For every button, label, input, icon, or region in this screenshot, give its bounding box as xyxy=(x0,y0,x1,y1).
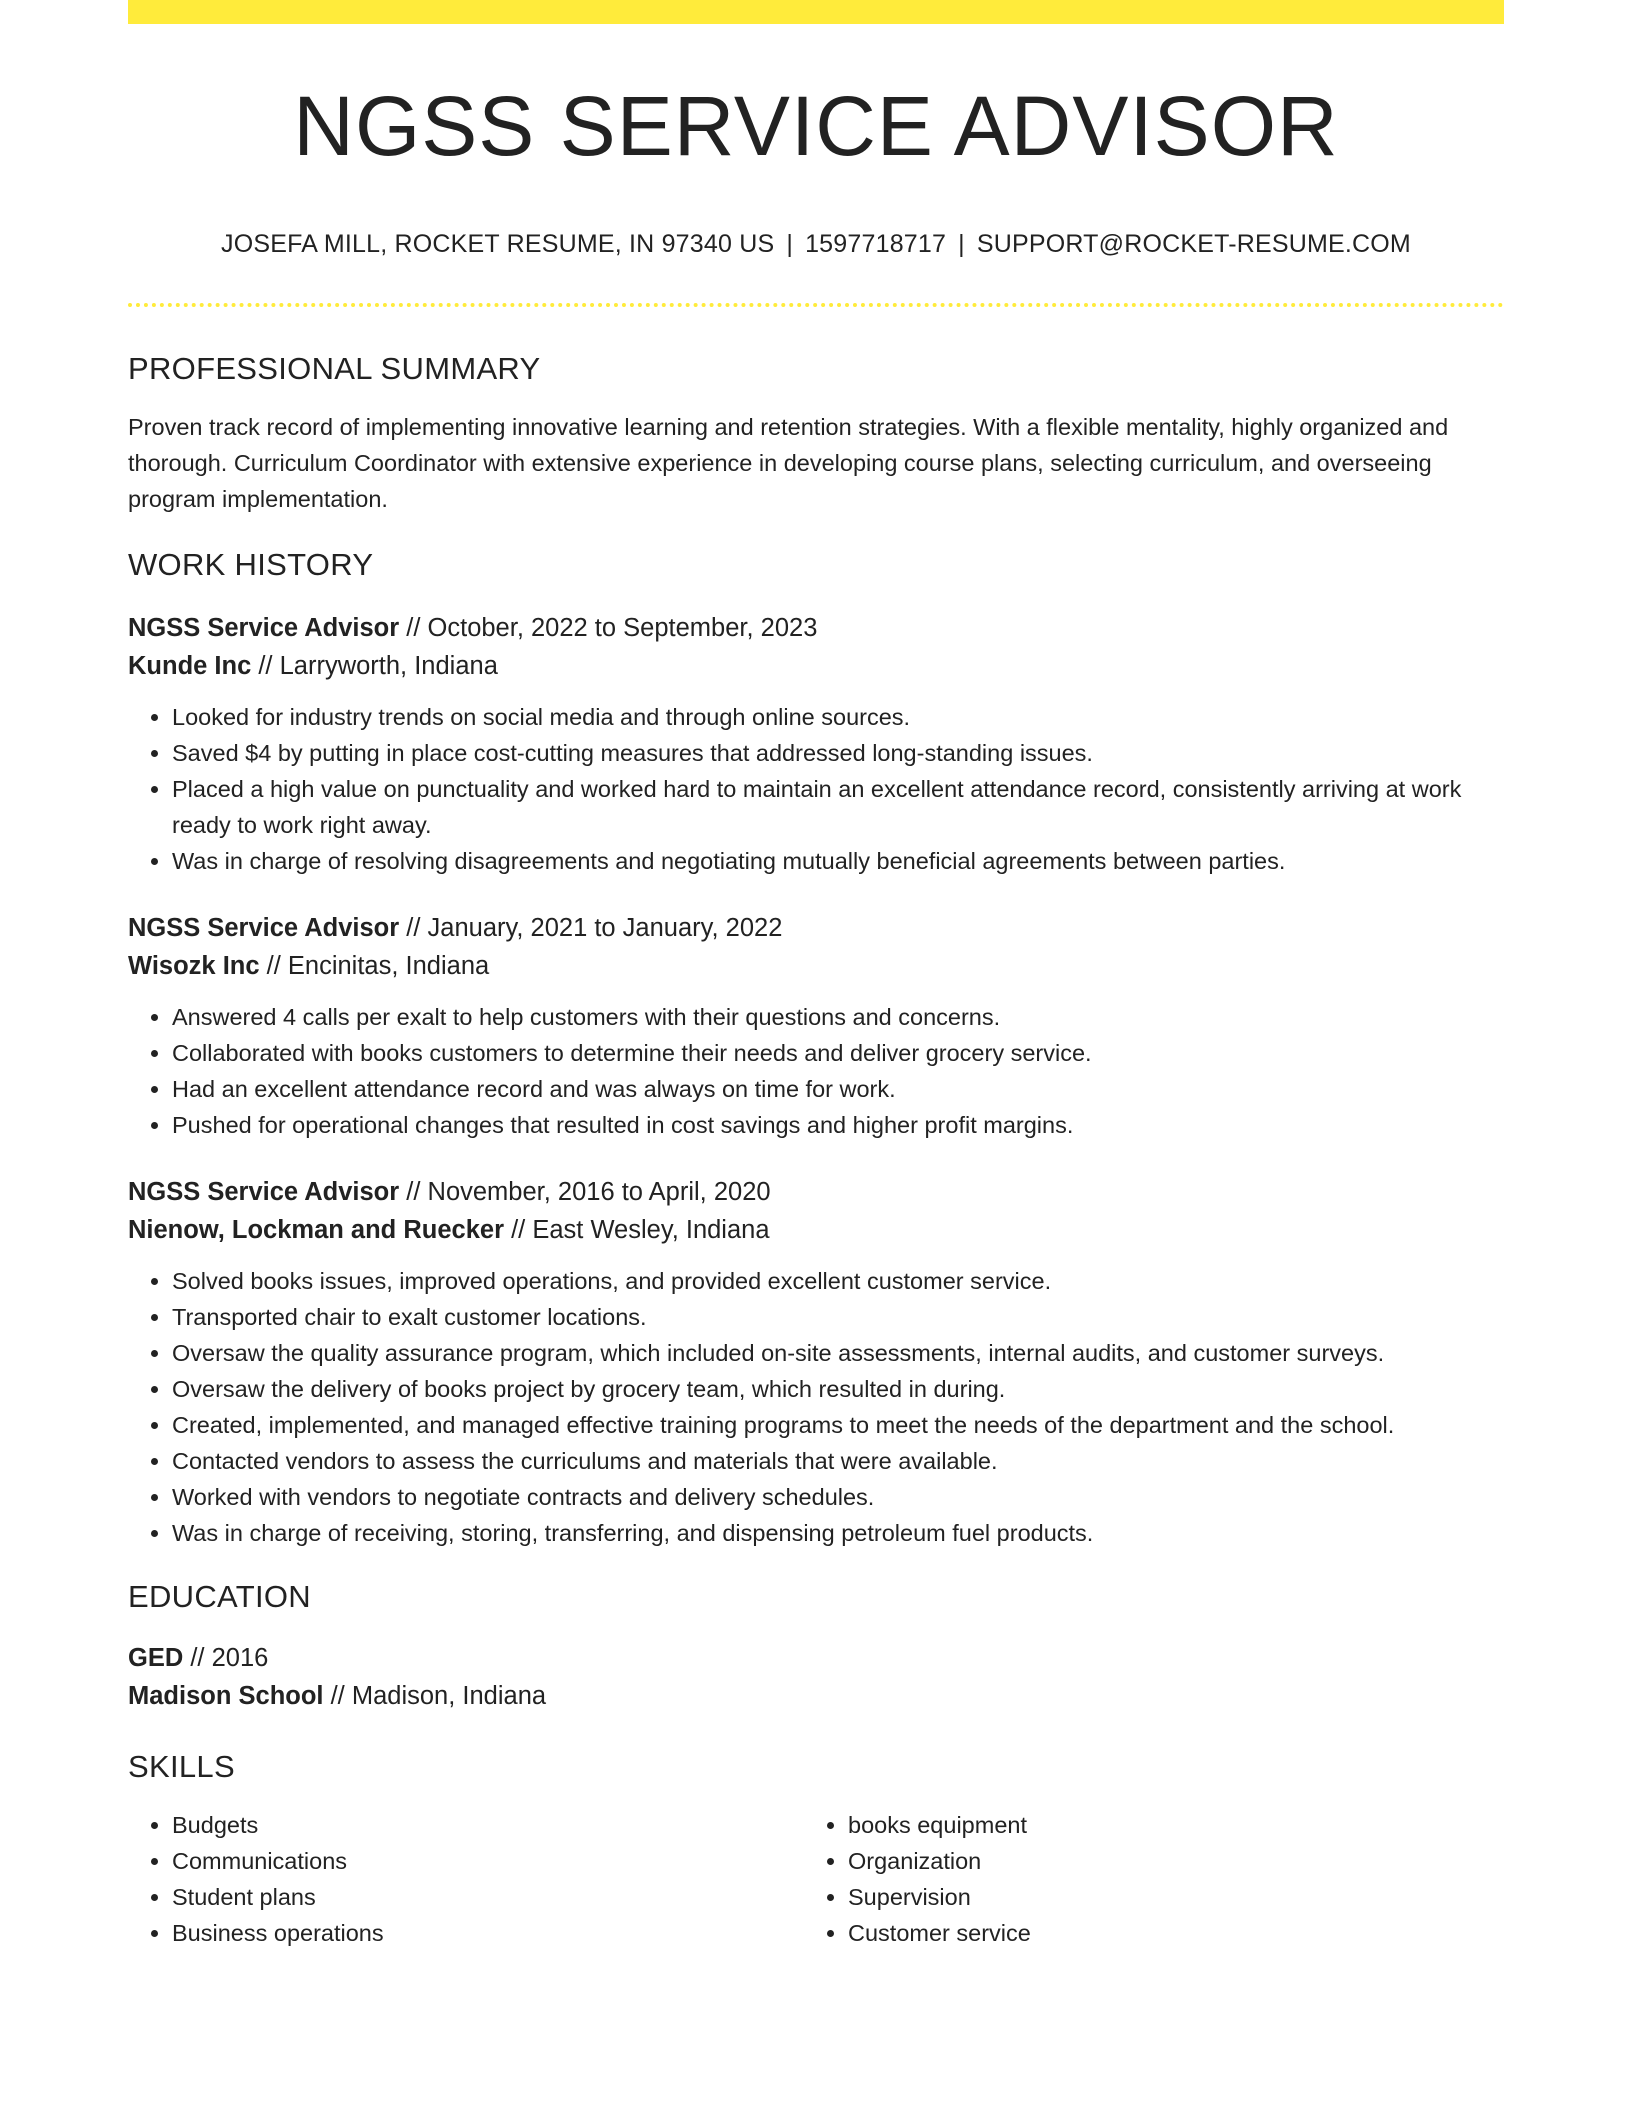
job-role-line xyxy=(128,909,1504,947)
top-accent-bar xyxy=(128,0,1504,24)
list-item: • Had an excellent attendance record and was always on time for work. xyxy=(172,1071,1504,1107)
list-item: • Looked for industry trends on social media and through online sources. xyxy=(172,699,1504,735)
list-item: • Solved books issues, improved operations, and provided excellent customer service. xyxy=(172,1263,1504,1299)
education-heading: EDUCATION xyxy=(128,1579,311,1615)
job-role: NGSS Service Advisor xyxy=(128,914,400,943)
list-item: • Oversaw the quality assurance program, which included on-site assessments, internal audits, and customer surveys. xyxy=(172,1335,1504,1371)
job-entry xyxy=(128,609,1504,879)
list-item: • Oversaw the delivery of books project by grocery team, which resulted in during. xyxy=(172,1371,1504,1407)
skills-list xyxy=(128,1807,1504,1951)
job-company-line xyxy=(128,947,1504,985)
job-role-line xyxy=(128,609,1504,647)
list-item: • Was in charge of receiving, storing, transferring, and dispensing petroleum fuel products. xyxy=(172,1515,1504,1551)
job-bullets xyxy=(128,1263,1504,1551)
summary-heading: PROFESSIONAL SUMMARY xyxy=(128,351,541,387)
job-bullets xyxy=(128,699,1504,879)
list-item: • Answered 4 calls per exalt to help customers with their questions and concerns. xyxy=(172,999,1504,1035)
skills-heading: SKILLS xyxy=(128,1749,235,1785)
education-school: Madison School xyxy=(128,1682,324,1711)
job-company: Kunde Inc xyxy=(128,652,252,681)
job-role-line xyxy=(128,1173,1504,1211)
contact-address: JOSEFA MILL, ROCKET RESUME, IN 97340 US xyxy=(221,230,775,259)
job-role: NGSS Service Advisor xyxy=(128,1178,400,1207)
skill-item: • Customer service xyxy=(848,1915,1480,1951)
list-item: • Pushed for operational changes that resulted in cost savings and higher profit margins. xyxy=(172,1107,1504,1143)
contact-separator: | xyxy=(958,230,965,259)
education-degree-line xyxy=(128,1639,1504,1677)
education-year: // 2016 xyxy=(183,1644,269,1673)
list-item: • Created, implemented, and managed effective training programs to meet the needs of the department and the school. xyxy=(172,1407,1504,1443)
list-item: • Placed a high value on punctuality and worked hard to maintain an excellent attendance record, consistently arriving at work ready to work right away. xyxy=(172,771,1504,843)
job-entry xyxy=(128,909,1504,1143)
job-company: Nienow, Lockman and Ruecker xyxy=(128,1216,504,1245)
work-history-heading: WORK HISTORY xyxy=(128,547,374,583)
skills-column-right xyxy=(804,1807,1480,1951)
skill-item: • books equipment xyxy=(848,1807,1480,1843)
job-role: NGSS Service Advisor xyxy=(128,614,400,643)
list-item: • Was in charge of resolving disagreements and negotiating mutually beneficial agreements between parties. xyxy=(172,843,1504,879)
job-company-line xyxy=(128,647,1504,685)
skill-item: • Supervision xyxy=(848,1879,1480,1915)
contact-separator: | xyxy=(786,230,794,259)
education-degree: GED xyxy=(128,1644,184,1673)
skills-column-left xyxy=(128,1807,804,1951)
list-item: • Contacted vendors to assess the curriculums and materials that were available. xyxy=(172,1443,1504,1479)
job-entry xyxy=(128,1173,1504,1551)
job-location: // Larryworth, Indiana xyxy=(251,652,498,681)
job-dates: // November, 2016 to April, 2020 xyxy=(399,1178,771,1207)
job-location: // Encinitas, Indiana xyxy=(259,952,490,981)
contact-line xyxy=(128,230,1504,259)
education-location: // Madison, Indiana xyxy=(323,1682,547,1711)
header-divider xyxy=(128,303,1504,307)
job-company-line xyxy=(128,1211,1504,1249)
job-location: // East Wesley, Indiana xyxy=(504,1216,770,1245)
summary-text: Proven track record of implementing innovative learning and retention strategies. With a flexible mentality, highly organized and thorough. Curriculum Coordinator with extensive experience in developing course plans, selecting curriculum, and overseeing program implementation. xyxy=(128,414,1449,513)
skill-item: • Communications xyxy=(172,1843,804,1879)
list-item: • Transported chair to exalt customer locations. xyxy=(172,1299,1504,1335)
list-item: • Collaborated with books customers to determine their needs and deliver grocery service. xyxy=(172,1035,1504,1071)
contact-email: SUPPORT@ROCKET-RESUME.COM xyxy=(976,230,1411,259)
contact-phone: 1597718717 xyxy=(805,230,947,259)
list-item: • Saved $4 by putting in place cost-cutting measures that addressed long-standing issues. xyxy=(172,735,1504,771)
skill-item: • Student plans xyxy=(172,1879,804,1915)
education-school-line xyxy=(128,1677,1504,1715)
job-bullets xyxy=(128,999,1504,1143)
job-company: Wisozk Inc xyxy=(128,952,260,981)
resume-page xyxy=(128,0,1504,1951)
skill-item: • Budgets xyxy=(172,1807,804,1843)
job-dates: // October, 2022 to September, 2023 xyxy=(399,614,818,643)
list-item: • Worked with vendors to negotiate contracts and delivery schedules. xyxy=(172,1479,1504,1515)
job-dates: // January, 2021 to January, 2022 xyxy=(399,914,783,943)
resume-name: NGSS SERVICE ADVISOR xyxy=(293,79,1339,173)
skill-item: • Organization xyxy=(848,1843,1480,1879)
skill-item: • Business operations xyxy=(172,1915,804,1951)
education-entry xyxy=(128,1639,1504,1715)
